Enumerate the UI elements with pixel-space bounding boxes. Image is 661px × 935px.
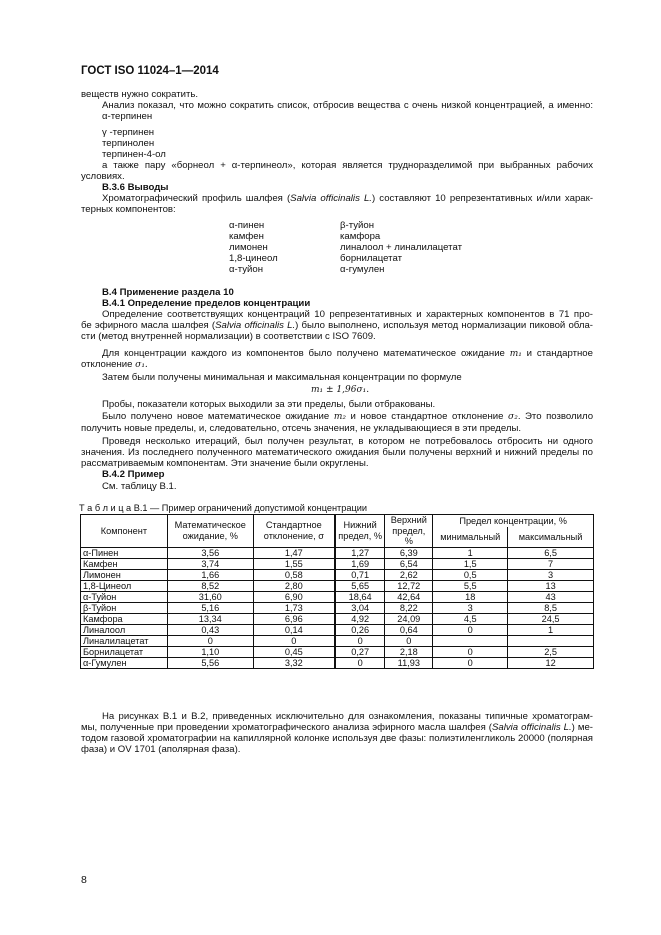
value-cell [508, 635, 594, 646]
table-row [81, 624, 594, 635]
value-cell: 3 [433, 602, 508, 613]
text-line: терпинен-4-ол [102, 149, 166, 160]
value-cell: 12 [508, 657, 594, 668]
value-cell: 18,64 [335, 591, 385, 602]
component-cell: 1,8-Цинеол [81, 580, 168, 591]
latin-name: Salvia officinalis L. [492, 722, 572, 733]
text-line: Пробы, показатели которых выходили за эти пределы, были отбракованы. [102, 399, 436, 410]
component-cell: β-Туйон [81, 602, 168, 613]
value-cell: 0 [335, 657, 385, 668]
section-heading: В.3.6 Выводы [102, 182, 169, 193]
column-header: Верхний предел, % [385, 515, 433, 548]
value-cell: 1,27 [335, 547, 385, 558]
value-cell [433, 635, 508, 646]
value-cell: 0,5 [433, 569, 508, 580]
component-list-item: камфен [229, 231, 264, 242]
component-list-item: линалоол + линалилацетат [340, 242, 462, 253]
value-cell: 0,64 [385, 624, 433, 635]
value-cell: 24,5 [508, 613, 594, 624]
text: ) ме- [571, 722, 593, 733]
math-symbol: σ₂ [508, 412, 518, 422]
value-cell: 0,58 [253, 569, 335, 580]
value-cell: 13 [508, 580, 594, 591]
text: ) было выполнено, используя метод нормализации пиковой обла- [295, 320, 593, 331]
value-cell: 31,60 [167, 591, 253, 602]
text-line: тодом газовой хроматографии на капиллярной колонке используя две фазы: полиэтиленгликоль 20000 (полярная [81, 733, 593, 744]
column-header: максимальный [508, 527, 594, 547]
component-cell: α-Пинен [81, 547, 168, 558]
text: Было получено новое математическое ожидание [102, 411, 330, 422]
value-cell: 1,66 [167, 569, 253, 580]
value-cell: 1 [508, 624, 594, 635]
text-line: См. таблицу В.1. [102, 481, 177, 492]
value-cell: 4,92 [335, 613, 385, 624]
value-cell: 0 [433, 657, 508, 668]
value-cell: 0 [433, 646, 508, 657]
text-line: Затем были получены минимальная и максимальная концентрации по формуле [102, 372, 462, 383]
table-row [81, 547, 594, 558]
table-row [81, 569, 594, 580]
component-list-item: лимонен [229, 242, 268, 253]
text-line [102, 411, 593, 422]
value-cell: 42,64 [385, 591, 433, 602]
column-header: Компонент [81, 515, 168, 548]
value-cell: 5,5 [433, 580, 508, 591]
component-cell: Борнилацетат [81, 646, 168, 657]
value-cell: 13,34 [167, 613, 253, 624]
text-line: получить новые пределы, и, следовательно, отсечь значения, не укладывающиеся в эти пределы. [81, 423, 522, 434]
text-line: Определение соответствуящих концентраций 10 репрезентативных и характерных компонентов в 71 про- [102, 309, 593, 320]
component-list-item: камфора [340, 231, 381, 242]
component-cell: Линалилацетат [81, 635, 168, 646]
value-cell: 1,10 [167, 646, 253, 657]
section-heading: В.4.1 Определение пределов концентрации [102, 298, 311, 309]
text-line: терпинолен [102, 138, 155, 149]
value-cell: 1,47 [253, 547, 335, 558]
value-cell: 43 [508, 591, 594, 602]
component-list-item: α-пинен [229, 220, 265, 231]
text: и новое стандартное отклонение [350, 411, 504, 422]
value-cell: 12,72 [385, 580, 433, 591]
text-line [102, 348, 593, 359]
value-cell: 6,54 [385, 558, 433, 569]
text: мы, полученные при проведении хроматографического анализа эфирного масла шалфея ( [81, 722, 493, 733]
column-header: Предел концентрации, % [433, 515, 594, 528]
page-number: 8 [81, 874, 87, 886]
value-cell: 0,27 [335, 646, 385, 657]
value-cell: 24,09 [385, 613, 433, 624]
value-cell: 5,65 [335, 580, 385, 591]
latin-name: Salvia officinalis L. [290, 193, 372, 204]
text: Хроматографический профиль шалфея ( [102, 193, 291, 204]
math-symbol: m₁ [509, 349, 522, 359]
value-cell: 2,5 [508, 646, 594, 657]
text: Для концентрации каждого из компонентов было получено математическое ожидание [102, 348, 505, 359]
value-cell: 7 [508, 558, 594, 569]
value-cell: 0,26 [335, 624, 385, 635]
text-line: На рисунках В.1 и В.2, приведенных исключительно для ознакомления, показаны типичные хроматограм- [102, 711, 593, 722]
text-line: значения. Из последнего полученного математического ожидания были получены верхний и нижний пределы по [81, 447, 593, 458]
text-line: фаза) и OV 1701 (аполярная фаза). [81, 744, 241, 755]
component-cell: α-Туйон [81, 591, 168, 602]
text-line: терных компонентов: [81, 204, 176, 215]
value-cell: 1,69 [335, 558, 385, 569]
value-cell: 4,5 [433, 613, 508, 624]
document-header: ГОСТ ISO 11024–1—2014 [81, 65, 219, 77]
text-line: условиях. [81, 171, 125, 182]
column-header: минимальный [433, 527, 508, 547]
value-cell: 1 [433, 547, 508, 558]
table-row [81, 591, 594, 602]
value-cell: 3,74 [167, 558, 253, 569]
text-line: рассматриваемым компонентам. Эти значение были округлены. [81, 458, 369, 469]
component-cell: Камфен [81, 558, 168, 569]
value-cell: 6,96 [253, 613, 335, 624]
table-row [81, 602, 594, 613]
value-cell: 1,73 [253, 602, 335, 613]
value-cell: 0 [167, 635, 253, 646]
text-line [102, 193, 593, 204]
text-line [81, 320, 593, 331]
value-cell: 5,16 [167, 602, 253, 613]
text-line: сти (метод внутренней нормализации) в соответствии с ISO 7609. [81, 331, 376, 342]
component-cell: Лимонен [81, 569, 168, 580]
value-cell: 2,62 [385, 569, 433, 580]
component-list-item: борнилацетат [340, 253, 402, 264]
value-cell: 11,93 [385, 657, 433, 668]
table-row [81, 646, 594, 657]
value-cell: 3,04 [335, 602, 385, 613]
concentration-limits-table [80, 514, 594, 669]
text-line: γ -терпинен [102, 127, 155, 138]
latin-name: Salvia officinalis L. [215, 320, 296, 331]
math-symbol: σ₁. [135, 360, 148, 370]
text: и стандартное [526, 348, 593, 359]
value-cell: 0 [253, 635, 335, 646]
text: ) составляют 10 репрезентативных и/или харак- [371, 193, 593, 204]
table-caption: Т а б л и ц а В.1 — Пример ограничений допустимой концентрации [79, 503, 367, 513]
column-header: Нижний предел, % [335, 515, 385, 548]
value-cell: 0 [433, 624, 508, 635]
component-list-item: α-гумулен [340, 264, 385, 275]
section-heading: В.4 Применение раздела 10 [102, 287, 234, 298]
value-cell: 8,5 [508, 602, 594, 613]
text: . Это позволило [517, 411, 593, 422]
value-cell: 3,32 [253, 657, 335, 668]
table-row [81, 580, 594, 591]
component-cell: α-Гумулен [81, 657, 168, 668]
column-header: Математическое ожидание, % [167, 515, 253, 548]
value-cell: 0,14 [253, 624, 335, 635]
component-cell: Линалоол [81, 624, 168, 635]
value-cell: 6,90 [253, 591, 335, 602]
value-cell: 0 [335, 635, 385, 646]
value-cell: 0 [385, 635, 433, 646]
value-cell: 0,71 [335, 569, 385, 580]
value-cell: 8,52 [167, 580, 253, 591]
text-line [81, 722, 593, 733]
value-cell: 3 [508, 569, 594, 580]
table-row [81, 613, 594, 624]
table-row [81, 657, 594, 668]
value-cell: 8,22 [385, 602, 433, 613]
text-line: α-терпинен [102, 111, 153, 122]
value-cell: 6,39 [385, 547, 433, 558]
formula: m₁ ± 1,96σ₁. [311, 385, 370, 395]
component-list-item: 1,8-цинеол [229, 253, 278, 264]
value-cell: 0,43 [167, 624, 253, 635]
text-line: Проведя несколько итераций, был получен результат, в котором не потребовалось отбросить ни одного [102, 436, 593, 447]
value-cell: 1,5 [433, 558, 508, 569]
table-row [81, 635, 594, 646]
table-row [81, 558, 594, 569]
column-header: Стандартное отклонение, σ [253, 515, 335, 548]
value-cell: 6,5 [508, 547, 594, 558]
value-cell: 0,45 [253, 646, 335, 657]
text-line [81, 359, 148, 371]
section-heading: В.4.2 Пример [102, 469, 165, 480]
value-cell: 2,80 [253, 580, 335, 591]
math-symbol: m₂ [333, 412, 346, 422]
text: отклонение [81, 359, 133, 370]
text-line: Анализ показал, что можно сократить список, отбросив вещества с очень низкой концентрацией, а именно: [102, 100, 593, 111]
component-list-item: β-туйон [340, 220, 375, 231]
component-list-item: α-туйон [229, 264, 264, 275]
text-line: веществ нужно сократить. [81, 89, 199, 100]
text: бе эфирного масла шалфея ( [81, 320, 216, 331]
value-cell: 2,18 [385, 646, 433, 657]
component-cell: Камфора [81, 613, 168, 624]
value-cell: 1,55 [253, 558, 335, 569]
text-line: а также пару «борнеол + α-терпинеол», которая является трудноразделимой при выбранных рабочих [102, 160, 593, 171]
value-cell: 3,56 [167, 547, 253, 558]
value-cell: 18 [433, 591, 508, 602]
value-cell: 5,56 [167, 657, 253, 668]
